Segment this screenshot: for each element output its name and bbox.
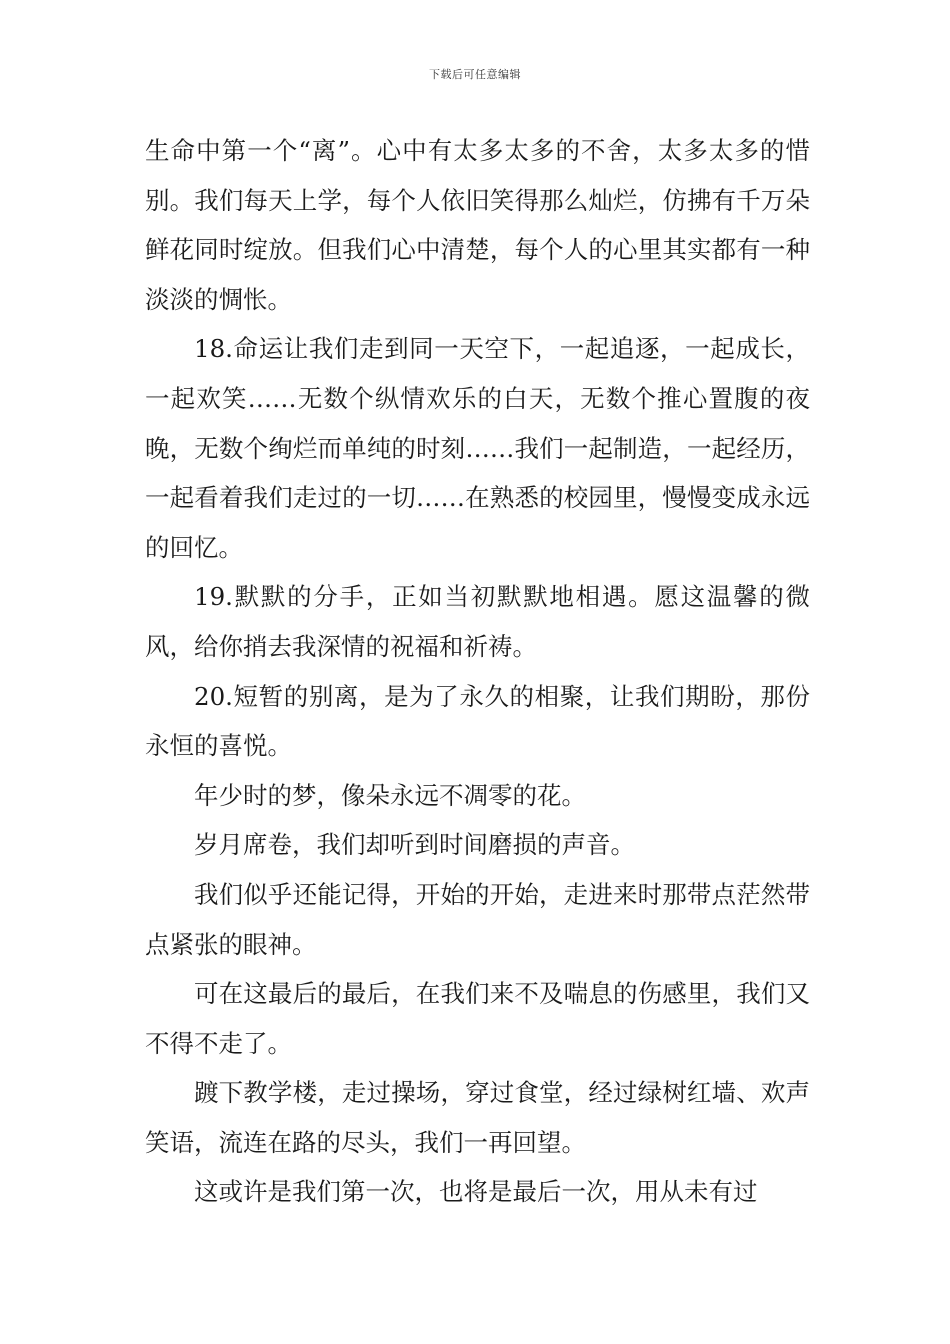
- paragraph: 年少时的梦，像朵永远不凋零的花。: [194, 780, 586, 810]
- paragraph: 20.短暂的别离，是为了永久的相聚，让我们期盼，那份永恒的喜悦。: [145, 681, 810, 761]
- paragraph: 我们似乎还能记得，开始的开始，走进来时那带点茫然带点紧张的眼神。: [145, 879, 810, 959]
- body-text: [145, 126, 810, 1217]
- paragraph: 踱下教学楼，走过操场，穿过食堂，经过绿树红墙、欢声笑语，流连在路的尽头，我们一再回望。: [145, 1078, 810, 1157]
- page-header: 下载后可任意编辑: [429, 68, 521, 81]
- paragraph: 生命中第一个“离”。心中有太多太多的不舍，太多太多的惜别。我们每天上学，每个人依旧笑得那么灿烂，仿拂有千万朵鲜花同时绽放。但我们心中清楚，每个人的心里其实都有一种淡淡的惆怅。: [145, 136, 810, 314]
- paragraph: 18.命运让我们走到同一天空下，一起追逐，一起成长，一起欢笑……无数个纵情欢乐的白天，无数个推心置腹的夜晚，无数个绚烂而单纯的时刻……我们一起制造，一起经历，一起看着我们走过的一切……在熟悉的校园里，慢慢变成永远的回忆。: [145, 334, 810, 562]
- paragraph: 可在这最后的最后，在我们来不及喘息的伤感里，我们又不得不走了。: [145, 979, 810, 1058]
- paragraph: 岁月席卷，我们却听到时间磨损的声音。: [194, 830, 635, 860]
- paragraph: 19.默默的分手，正如当初默默地相遇。愿这温馨的微风，给你捎去我深情的祝福和祈祷。: [145, 582, 810, 661]
- paragraph: 这或许是我们第一次，也将是最后一次，用从未有过: [194, 1177, 758, 1207]
